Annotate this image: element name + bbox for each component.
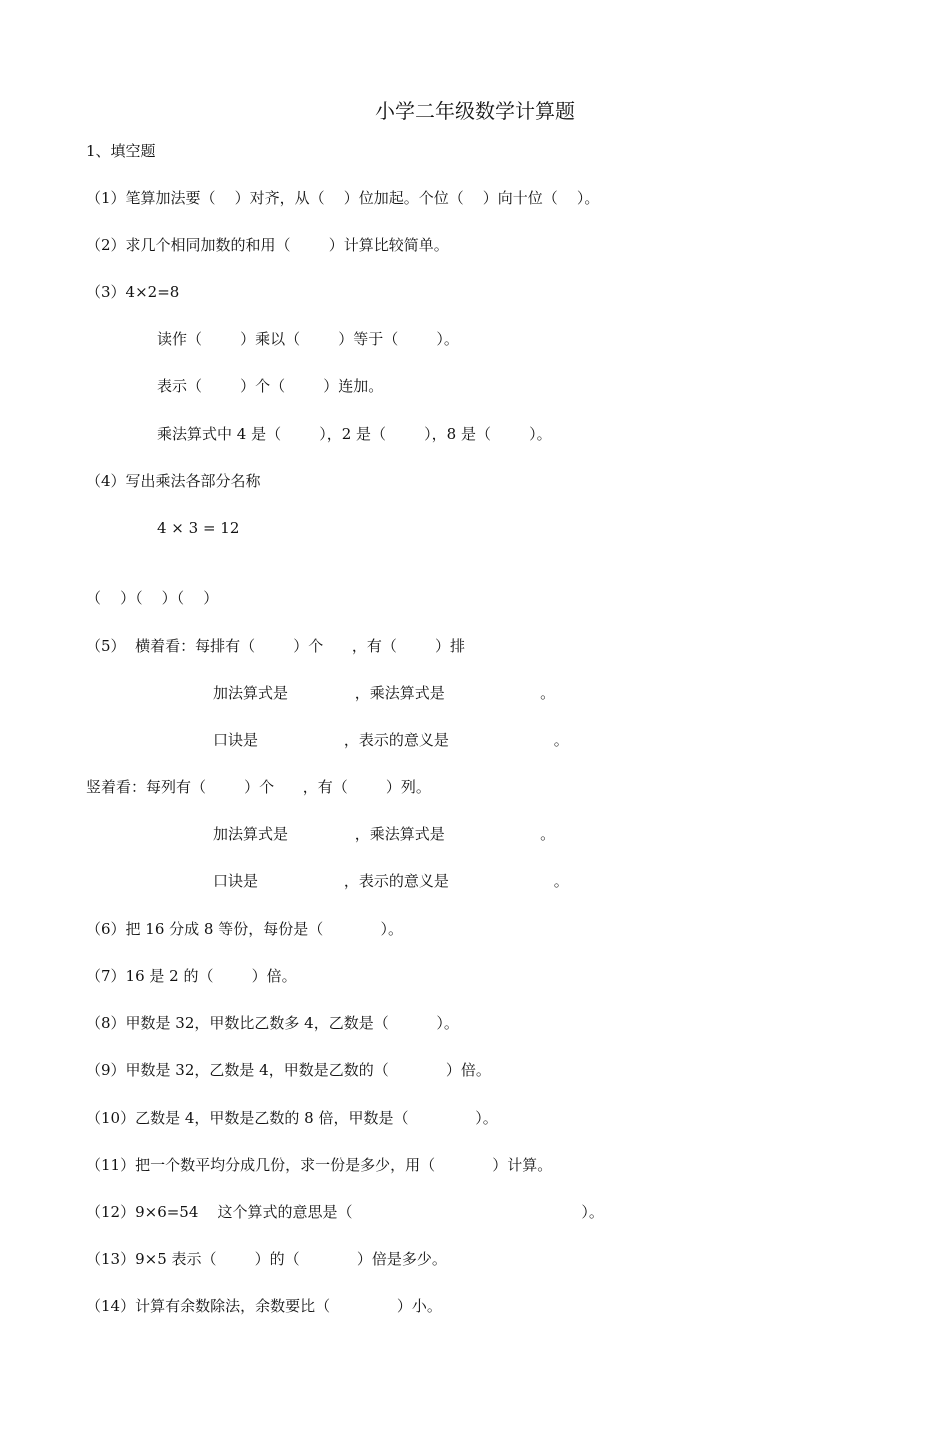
question-5-row-formula: 加法算式是 ，乘法算式是 。 bbox=[213, 684, 556, 702]
question-3-parts: 乘法算式中 4 是（ ），2 是（ ），8 是（ ）。 bbox=[157, 425, 552, 443]
question-3-read: 读作（ ）乘以（ ）等于（ ）。 bbox=[157, 330, 459, 348]
question-11: （11）把一个数平均分成几份，求一份是多少，用（ ）计算。 bbox=[86, 1156, 553, 1174]
question-12: （12）9×6=54 这个算式的意思是（ ）。 bbox=[86, 1203, 604, 1221]
question-4-blanks: （ ）（ ）（ ） bbox=[86, 589, 219, 607]
section-heading: 1、填空题 bbox=[86, 142, 156, 160]
worksheet-title: 小学二年级数学计算题 bbox=[375, 99, 575, 123]
question-5-row: （5） 横着看：每排有（ ）个 ，有（ ）排 bbox=[86, 637, 465, 655]
question-1: （1）笔算加法要（ ）对齐，从（ ）位加起。个位（ ）向十位（ ）。 bbox=[86, 189, 600, 207]
question-3-mean: 表示（ ）个（ ）连加。 bbox=[157, 377, 384, 395]
question-5-row-rhyme: 口诀是 ，表示的意义是 。 bbox=[213, 731, 569, 749]
question-5-column-formula: 加法算式是 ，乘法算式是 。 bbox=[213, 825, 556, 843]
question-2: （2）求几个相同加数的和用（ ）计算比较简单。 bbox=[86, 236, 449, 254]
question-6: （6）把 16 分成 8 等份，每份是（ ）。 bbox=[86, 920, 403, 938]
question-14: （14）计算有余数除法，余数要比（ ）小。 bbox=[86, 1297, 442, 1315]
question-4-equation: 4 × 3 = 12 bbox=[157, 519, 240, 537]
question-7: （7）16 是 2 的（ ）倍。 bbox=[86, 967, 297, 985]
question-13: （13）9×5 表示（ ）的（ ）倍是多少。 bbox=[86, 1250, 447, 1268]
question-9: （9）甲数是 32，乙数是 4，甲数是乙数的（ ）倍。 bbox=[86, 1061, 491, 1079]
question-5-column-rhyme: 口诀是 ，表示的意义是 。 bbox=[213, 872, 569, 890]
question-4: （4）写出乘法各部分名称 bbox=[86, 472, 261, 490]
question-8: （8）甲数是 32，甲数比乙数多 4，乙数是（ ）。 bbox=[86, 1014, 459, 1032]
question-10: （10）乙数是 4，甲数是乙数的 8 倍，甲数是（ ）。 bbox=[86, 1109, 498, 1127]
question-3: （3）4×2=8 bbox=[86, 283, 180, 301]
question-5-column: 竖着看：每列有（ ）个 ，有（ ）列。 bbox=[86, 778, 431, 796]
